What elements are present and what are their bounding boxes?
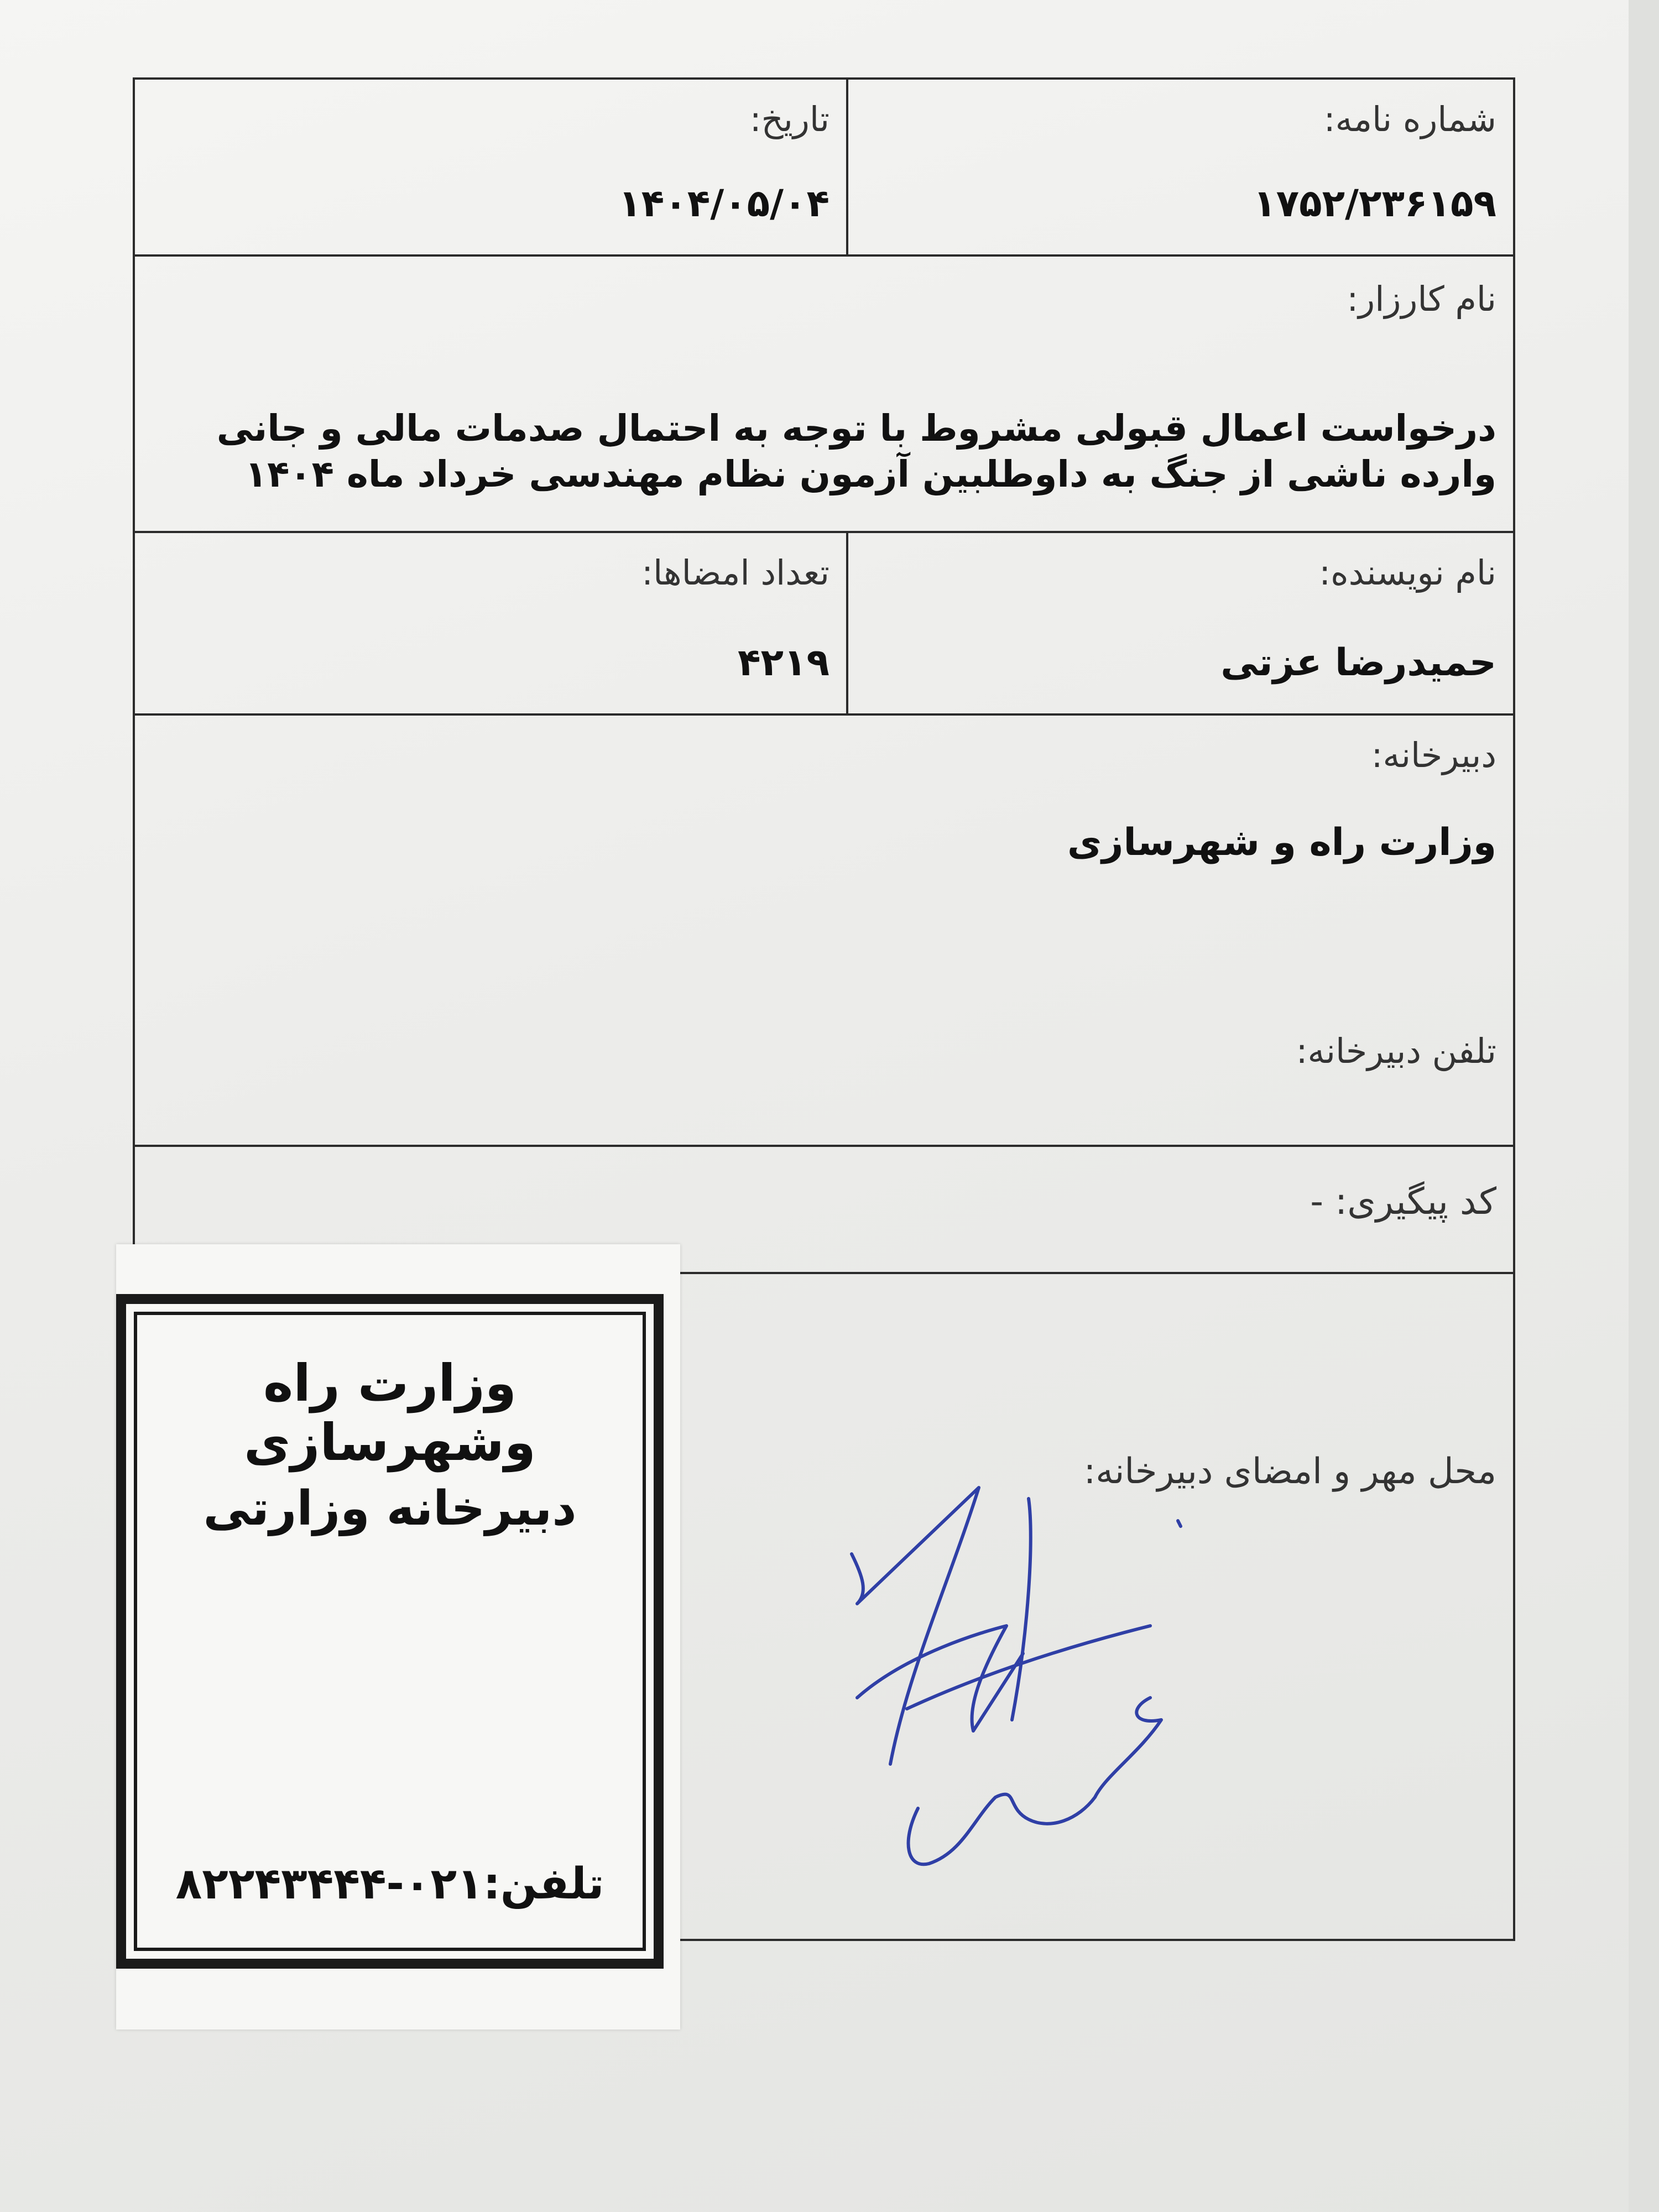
signatures-cell bbox=[135, 533, 848, 713]
signatures-value: ۴۲۱۹ bbox=[737, 641, 830, 685]
date-label: تاریخ: bbox=[749, 99, 830, 139]
header-row bbox=[135, 80, 1513, 257]
signatures-label: تعداد امضاها: bbox=[641, 552, 830, 593]
stamp-border bbox=[116, 1294, 664, 1969]
date-value: ۱۴۰۴/۰۵/۰۴ bbox=[618, 182, 830, 226]
stamp-inner-border bbox=[134, 1312, 646, 1951]
secretariat-label: دبیرخانه: bbox=[1371, 735, 1496, 775]
date-cell bbox=[135, 80, 848, 254]
stamp-place-label: محل مهر و امضای دبیرخانه: bbox=[1083, 1451, 1496, 1492]
author-row bbox=[135, 533, 1513, 716]
secretariat-value: وزارت راه و شهرسازی bbox=[1067, 821, 1496, 864]
tracking-code-label: کد پیگیری: - bbox=[1310, 1180, 1496, 1223]
author-value: حمیدرضا عزتی bbox=[1220, 641, 1496, 685]
handwritten-signature bbox=[841, 1465, 1228, 1908]
stamp-phone: تلفن:۰۲۱-۸۲۲۴۳۴۴۴ bbox=[175, 1859, 604, 1909]
stamp-title: وزارت راه وشهرسازی bbox=[244, 1354, 536, 1472]
letter-number-label: شماره نامه: bbox=[1323, 99, 1496, 139]
petition-subject: درخواست اعمال قبولی مشروط با توجه به احتمال صدمات مالی و جانی وارده ناشی از جنگ به داوطلبین آزمون نظام مهندسی خرداد ماه ۱۴۰۴ bbox=[216, 407, 1496, 495]
secretariat-phone-label: تلفن دبیرخانه: bbox=[1296, 1031, 1496, 1071]
secretariat-row bbox=[135, 716, 1513, 1147]
author-label: نام نویسنده: bbox=[1319, 552, 1496, 593]
letter-number-value: ۱۷۵۲/۲۳۶۱۵۹ bbox=[1253, 182, 1496, 226]
authority-label: نام کارزار: bbox=[1347, 279, 1496, 319]
stamp-subtitle: دبیرخانه وزارتی bbox=[203, 1481, 577, 1536]
ministry-stamp bbox=[116, 1244, 680, 2030]
secretariat-cell bbox=[135, 716, 1513, 1145]
letter-number-cell bbox=[844, 80, 1513, 254]
subject-cell bbox=[135, 257, 1513, 531]
author-cell bbox=[844, 533, 1513, 713]
subject-row bbox=[135, 257, 1513, 533]
